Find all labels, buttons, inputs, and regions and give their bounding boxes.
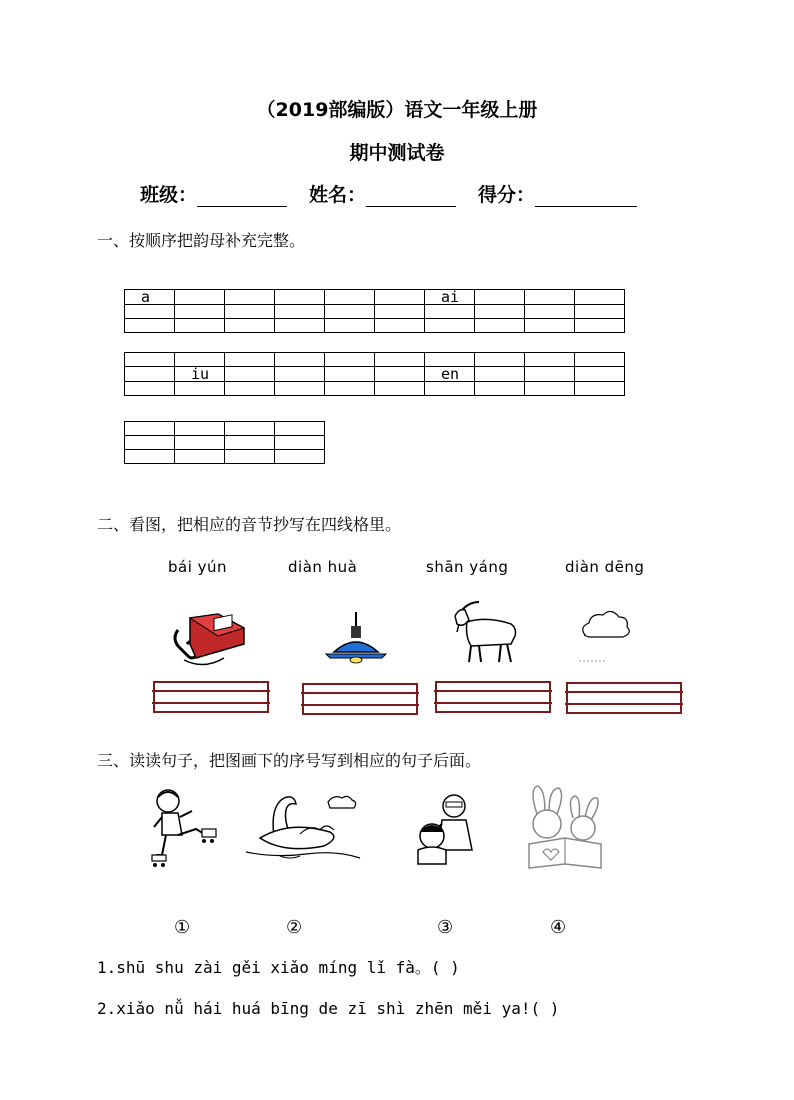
picture-number-3: ③ xyxy=(437,917,454,938)
score-field[interactable] xyxy=(535,184,637,207)
page-subtitle: 期中测试卷 xyxy=(349,142,445,164)
haircut-icon xyxy=(412,790,478,866)
class-field[interactable] xyxy=(197,184,287,207)
name-field[interactable] xyxy=(366,184,456,207)
page-title: （2019部编版）语文一年级上册 xyxy=(256,99,538,121)
grid-cell[interactable] xyxy=(125,436,175,450)
vowel-grid-3 xyxy=(124,421,325,464)
grid-cell[interactable] xyxy=(175,290,225,305)
grid-cell[interactable]: en xyxy=(425,367,475,382)
grid-cell[interactable]: iu xyxy=(175,367,225,382)
grid-cell[interactable] xyxy=(325,367,375,382)
grid-cell[interactable] xyxy=(525,290,575,305)
picture-number-1: ① xyxy=(174,917,191,938)
sentence-2: 2.xiǎo nǚ hái huá bīng de zī shì zhēn měi ya!( ) xyxy=(97,999,560,1018)
question-2-title: 二、看图，把相应的音节抄写在四线格里。 xyxy=(97,515,402,534)
syllable-4: diàn dēng xyxy=(565,558,645,576)
grid-cell[interactable] xyxy=(175,436,225,450)
vowel-grid-2 xyxy=(124,352,625,396)
grid-cell[interactable] xyxy=(125,367,175,382)
swan-icon xyxy=(240,790,364,862)
grid-cell[interactable] xyxy=(275,367,325,382)
writing-lines-2[interactable] xyxy=(302,683,418,715)
skating-boy-icon xyxy=(146,785,222,871)
goat-icon xyxy=(445,600,519,666)
grid-cell[interactable] xyxy=(325,290,375,305)
grid-cell[interactable] xyxy=(225,436,275,450)
picture-number-4: ④ xyxy=(550,917,567,938)
grid-cell[interactable]: a xyxy=(125,290,175,305)
writing-lines-1[interactable] xyxy=(153,681,269,713)
grid-cell[interactable] xyxy=(275,436,325,450)
grid-cell[interactable] xyxy=(475,367,525,382)
student-info xyxy=(140,180,637,207)
syllable-1: bái yún xyxy=(168,558,228,576)
syllable-2: diàn huà xyxy=(288,558,358,576)
grid-cell[interactable] xyxy=(475,290,525,305)
writing-lines-4[interactable] xyxy=(566,682,682,714)
grid-cell[interactable] xyxy=(575,367,625,382)
grid-cell[interactable] xyxy=(225,290,275,305)
question-1-title: 一、按顺序把韵母补充完整。 xyxy=(97,231,306,250)
cloud-icon xyxy=(577,607,633,665)
picture-number-2: ② xyxy=(286,917,303,938)
vowel-grid-1 xyxy=(124,289,625,333)
grid-cell[interactable] xyxy=(525,367,575,382)
class-label: 班级： xyxy=(140,184,198,206)
syllable-3: shān yáng xyxy=(426,558,509,576)
lamp-icon xyxy=(324,612,388,664)
rabbits-reading-icon xyxy=(521,784,607,872)
grid-cell[interactable] xyxy=(375,367,425,382)
question-3-title: 三、读读句子，把图画下的序号写到相应的句子后面。 xyxy=(97,751,482,770)
grid-cell[interactable] xyxy=(375,290,425,305)
name-label: 姓名： xyxy=(309,184,367,206)
telephone-icon xyxy=(170,608,248,670)
grid-cell[interactable]: ai xyxy=(425,290,475,305)
sentence-1: 1.shū shu zài gěi xiǎo míng lǐ fà。( ) xyxy=(97,958,460,977)
score-label: 得分： xyxy=(478,184,536,206)
grid-cell[interactable] xyxy=(225,367,275,382)
writing-lines-3[interactable] xyxy=(435,681,551,713)
grid-cell[interactable] xyxy=(575,290,625,305)
grid-cell[interactable] xyxy=(275,290,325,305)
